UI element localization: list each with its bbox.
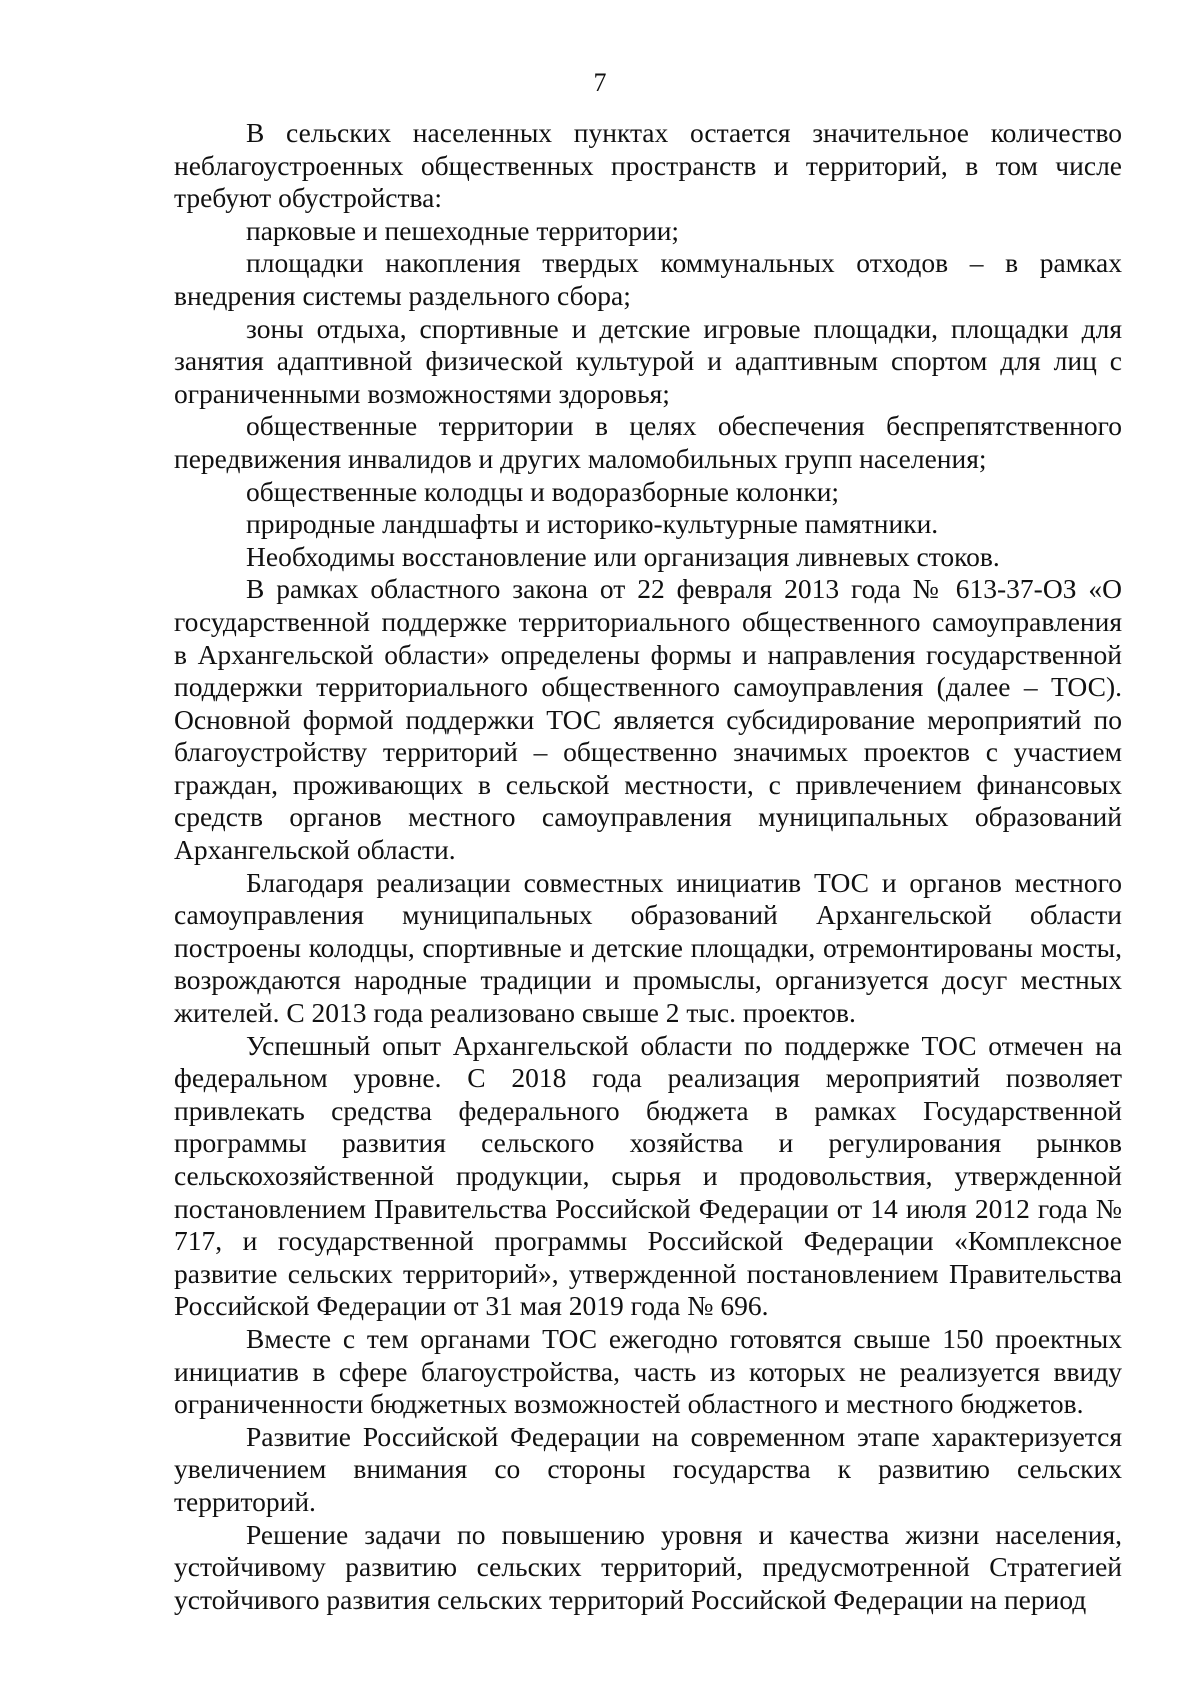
- paragraph: В сельских населенных пунктах остается значительное количество неблагоустроенных общественных пространств и территорий, в том числе требуют обустройства:: [174, 117, 1122, 214]
- paragraph: Успешный опыт Архангельской области по поддержке ТОС отмечен на федеральном уровне. С 2018 года реализация мероприятий позволяет привлекать средства федерального бюджета в рамках Государственной программы развития сельского хозяйства и регулирования рынков сельскохозяйственной продукции, сырья и продовольствия, утвержденной постановлением Правительства Российской Федерации от 14 июля 2012 года № 717, и государственной программы Российской Федерации «Комплексное развитие сельских территорий», утвержденной постановлением Правительства Российской Федерации от 31 мая 2019 года № 696.: [174, 1029, 1122, 1322]
- paragraph: Необходимы восстановление или организация ливневых стоков.: [246, 540, 1000, 572]
- list-item: природные ландшафты и историко-культурные памятники.: [246, 508, 939, 540]
- paragraph: Вместе с тем органами ТОС ежегодно готовятся свыше 150 проектных инициатив в сфере благоустройства, часть из которых не реализуется ввиду ограниченности бюджетных возможностей областного и местного бюджетов.: [174, 1322, 1122, 1420]
- body-text: [174, 117, 1122, 1616]
- list-item: общественные территории в целях обеспечения беспрепятственного передвижения инвалидов и других маломобильных групп населения;: [174, 410, 1122, 474]
- list-item: зоны отдыха, спортивные и детские игровые площадки, площадки для занятия адаптивной физической культурой и адаптивным спортом для лиц с ограниченными возможностями здоровья;: [174, 312, 1122, 409]
- paragraph: Развитие Российской Федерации на современном этапе характеризуется увеличением внимания со стороны государства к развитию сельских территорий.: [174, 1420, 1122, 1517]
- page-number: 7: [593, 68, 607, 97]
- paragraph: Благодаря реализации совместных инициатив ТОС и органов местного самоуправления муниципальных образований Архангельской области построены колодцы, спортивные и детские площадки, отремонтированы мосты, возрождаются народные традиции и промыслы, организуется досуг местных жителей. С 2013 года реализовано свыше 2 тыс. проектов.: [174, 866, 1122, 1029]
- list-item: общественные колодцы и водоразборные колонки;: [246, 475, 840, 507]
- paragraph: Решение задачи по повышению уровня и качества жизни населения, устойчивому развитию сельских территорий, предусмотренной Стратегией устойчивого развития сельских территорий Российской Федерации на период: [174, 1518, 1122, 1615]
- list-item: площадки накопления твердых коммунальных отходов – в рамках внедрения системы раздельного сбора;: [174, 247, 1122, 311]
- list-item: парковые и пешеходные территории;: [246, 214, 680, 246]
- paragraph: В рамках областного закона от 22 февраля 2013 года № 613-37-ОЗ «О государственной поддержке территориального общественного самоуправления в Архангельской области» определены формы и направления государственной поддержки территориального общественного самоуправления (далее – ТОС). Основной формой поддержки ТОС является субсидирование мероприятий по благоустройству территорий – общественно значимых проектов с участием граждан, проживающих в сельской местности, с привлечением финансовых средств органов местного самоуправления муниципальных образований Архангельской области.: [174, 573, 1122, 866]
